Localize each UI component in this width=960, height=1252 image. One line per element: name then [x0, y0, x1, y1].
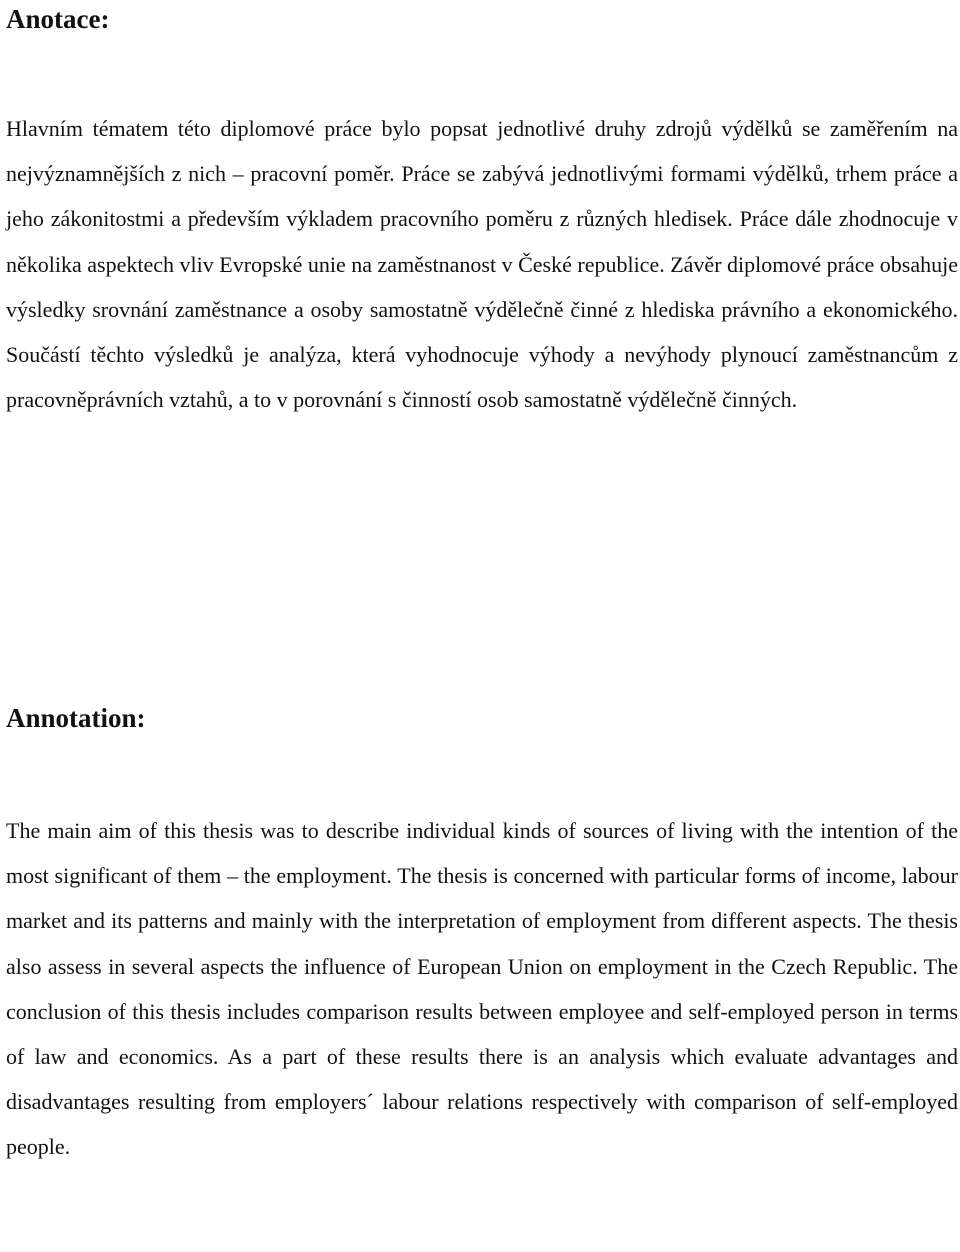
- english-annotation-text: The main aim of this thesis was to describe individual kinds of sources of living with the intention of the most significant of them – the employment. The thesis is concerned with particular forms of income, labour market and its patterns and mainly with the interpretation of employment from different aspects. The thesis also assess in several aspects the influence of European Union on employment in the Czech Republic. The conclusion of this thesis includes comparison results between employee and self-employed person in terms of law and economics. As a part of these results there is an analysis which evaluate advantages and disadvantages resulting from employers´ labour relations respectively with comparison of self-employed people.: [6, 818, 958, 1160]
- czech-annotation-text: Hlavním tématem této diplomové práce bylo popsat jednotlivé druhy zdrojů výdělků se zaměřením na nejvýznamnějších z nich – pracovní poměr. Práce se zabývá jednotlivými formami výdělků, trhem práce a jeho zákonitostmi a především výkladem pracovního poměru z různých hledisek. Práce dále zhodnocuje v několika aspektech vliv Evropské unie na zaměstnanost v České republice. Závěr diplomové práce obsahuje výsledky srovnání zaměstnance a osoby samostatně výdělečně činné z hlediska právního a ekonomického. Součástí těchto výsledků je analýza, která vyhodnocuje výhody a nevýhody plynoucí zaměstnancům z pracovněprávních vztahů, a to v porovnání s činností osob samostatně výdělečně činných.: [6, 116, 958, 413]
- czech-annotation-heading: Anotace:: [6, 4, 110, 34]
- english-annotation-heading: Annotation:: [6, 703, 146, 733]
